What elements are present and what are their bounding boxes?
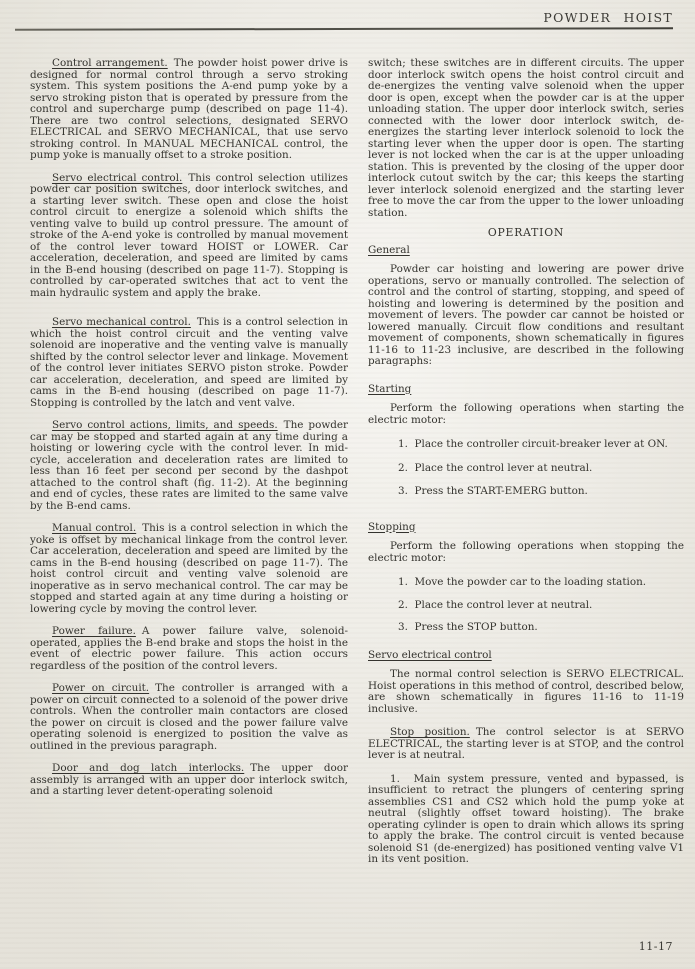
run-in-heading: Control arrangement.: [52, 57, 168, 69]
stopping-heading: Stopping: [368, 520, 416, 533]
starting-heading: Starting: [368, 382, 412, 395]
paragraph-power-on-circuit: [30, 683, 348, 752]
starting-step-2: 2. Place the control lever at neutral.: [398, 461, 593, 474]
paragraph-text: A power failure valve, solenoid-operated, applies the B-end brake and stops the hoist in the event of electric power failure. This action occurs regardless of the position of the control levers.: [30, 625, 348, 672]
servo-electrical-control-heading: Servo electrical control: [368, 648, 492, 661]
stopping-intro: Perform the following operations when stopping the electric motor:: [368, 540, 684, 564]
paragraph-text: The powder hoist power drive is designed for normal control through a servo stroking system. This system positions the A-end pump yoke by a servo stroking piston that is operated by pressure from the control and supercharge pump (described on page 11-4). There are two control selections, designated SERVO ELECTRICAL and SERVO MECHANICAL, that use servo stroking control. In MANUAL MECHANICAL control, the pump yoke is manually offset to a stroke position.: [30, 57, 348, 161]
page-header-title: POWDER HOIST: [543, 10, 673, 25]
stop-position-paragraph: [368, 727, 684, 762]
paragraph-control-arrangement: [30, 58, 348, 162]
starting-intro: Perform the following operations when starting the electric motor:: [368, 402, 684, 426]
run-in-heading: Stop position.: [390, 726, 470, 738]
paragraph-text: The controller is arranged with a power on circuit connected to a solenoid of the power drive controls. When the controller main contactors are closed the power on circuit is closed and the power failure valve operating solenoid is energized to position the valve as outlined in the previous paragraph.: [30, 682, 349, 752]
paragraph-text: This is a control selection in which the hoist control circuit and the venting valve solenoid are inoperative and the venting valve is manually shifted by the control selector lever and linkage. Movement of the control lever initiates SERVO piston stroke. Powder car acceleration, deceleration, and speed are limited by cams in the B-end housing (described on page 11-7). Stopping is controlled by the latch and vent valve.: [30, 316, 348, 409]
general-paragraph: Powder car hoisting and lowering are power drive operations, servo or manually controlled. The selection of control and the control of starting, stopping, and speed of hoisting and lowering is determined by the position and movement of levers. The powder car cannot be hoisted or lowered manually. Circuit flow conditions and resultant movement of components, shown schematically in figures 11-16 to 11-23 inclusive, are described in the following paragraphs:: [368, 263, 684, 367]
header-rule: [15, 27, 673, 30]
paragraph-text: This is a control selection in which the yoke is offset by mechanical linkage from the control lever. Car acceleration, deceleration and speed are limited by the cams in the B-end housing (described on page 11-7). The hoist control circuit and venting valve solenoid are inoperative as in servo mechanical control. The car may be stopped and started again at any time during a hoisting or lowering cycle by moving the control lever.: [30, 522, 348, 615]
paragraph-power-failure: [30, 626, 348, 672]
continuation-paragraph: switch; these switches are in different circuits. The upper door interlock switch opens the hoist control circuit and de-energizes the venting valve solenoid when the upper door is open, except when the powder car is at the upper unloading station. The upper door interlock switch, series connected with the lower door interlock switch, de-energizes the starting lever interlock solenoid to lock the starting lever when the upper door is open. The starting lever is not locked when the car is at the upper unloading station. This is prevented by the closing of the upper door interlock cutout switch by the car; this keeps the starting lever interlock solenoid energized and the starting lever free to move the car from the upper to the lower unloading station.: [368, 57, 684, 219]
paragraph-door-dog-latch-interlocks: [30, 763, 348, 798]
servo-electrical-paragraph: The normal control selection is SERVO ELECTRICAL. Hoist operations in this method of control, described below, are shown schematically in figures 11-16 to 11-19 inclusive.: [368, 668, 684, 715]
starting-step-1: 1. Place the controller circuit-breaker lever at ON.: [398, 438, 668, 450]
operation-section-heading: OPERATION: [487, 226, 565, 239]
stopping-step-1: 1. Move the powder car to the loading station.: [398, 576, 647, 588]
paragraph-servo-electrical-control: [30, 173, 348, 300]
paragraph-manual-control: [30, 523, 348, 615]
paragraph-text: The control selector is at SERVO ELECTRICAL, the starting lever is at STOP, and the control lever is at neutral.: [368, 726, 684, 761]
starting-step-3: 3. Press the START-EMERG button.: [398, 485, 588, 497]
run-in-heading: Servo electrical control.: [52, 171, 183, 184]
left-column: [30, 58, 348, 809]
run-in-heading: Power failure.: [52, 625, 136, 637]
run-in-heading: Power on circuit.: [52, 682, 150, 694]
page-number: 11-17: [638, 940, 673, 953]
run-in-heading: Servo mechanical control.: [52, 316, 191, 328]
paragraph-servo-control-actions: [30, 420, 348, 512]
right-column: [368, 58, 684, 866]
main-system-pressure-step: 1. Main system pressure, vented and bypassed, is insufficient to retract the plungers of centering spring assemblies CS1 and CS2 which hold the pump yoke at neutral (slightly offset toward hoisting). The brake operating cylinder is open to drain which allows its spring to apply the brake. The control circuit is vented because solenoid S1 (de-energized) has positioned venting valve V1 in its vent position.: [368, 772, 684, 865]
general-heading: General: [368, 243, 410, 256]
paragraph-text: The powder car may be stopped and started again at any time during a hoisting or lowering cycle with the control lever. In mid-cycle, acceleration and deceleration rates are limited to less than 16 feet per second per second by the dashpot attached to the control shaft (fig. 11-2). At the beginning and end of cycles, these rates are limited to the same valve by the B-end cams.: [30, 419, 348, 512]
paragraph-text: The upper door assembly is arranged with an upper door interlock switch, and a starting lever detent-operating solenoid: [30, 762, 348, 797]
run-in-heading: Manual control.: [52, 522, 137, 534]
paragraph-servo-mechanical-control: [30, 317, 348, 409]
paragraph-text: This control selection utilizes powder car position switches, door interlock switches, and a starting lever switch. These open and close the hoist control circuit to energize a solenoid which shifts the venting valve to build up control pressure. The amount of stroke of the A-end yoke is controlled by manual movement of the control lever toward HOIST or LOWER. Car acceleration, deceleration, and speed are limited by cams in the B-end housing (described on page 11-7). Stopping is controlled by car-operated switches that act to vent the main hydraulic system and apply the brake.: [30, 171, 348, 299]
stopping-step-2: 2. Place the control lever at neutral.: [398, 598, 593, 611]
run-in-heading: Door and dog latch interlocks.: [52, 762, 245, 774]
run-in-heading: Servo control actions, limits, and speeds.: [52, 419, 278, 431]
stopping-step-3: 3. Press the STOP button.: [398, 621, 538, 633]
